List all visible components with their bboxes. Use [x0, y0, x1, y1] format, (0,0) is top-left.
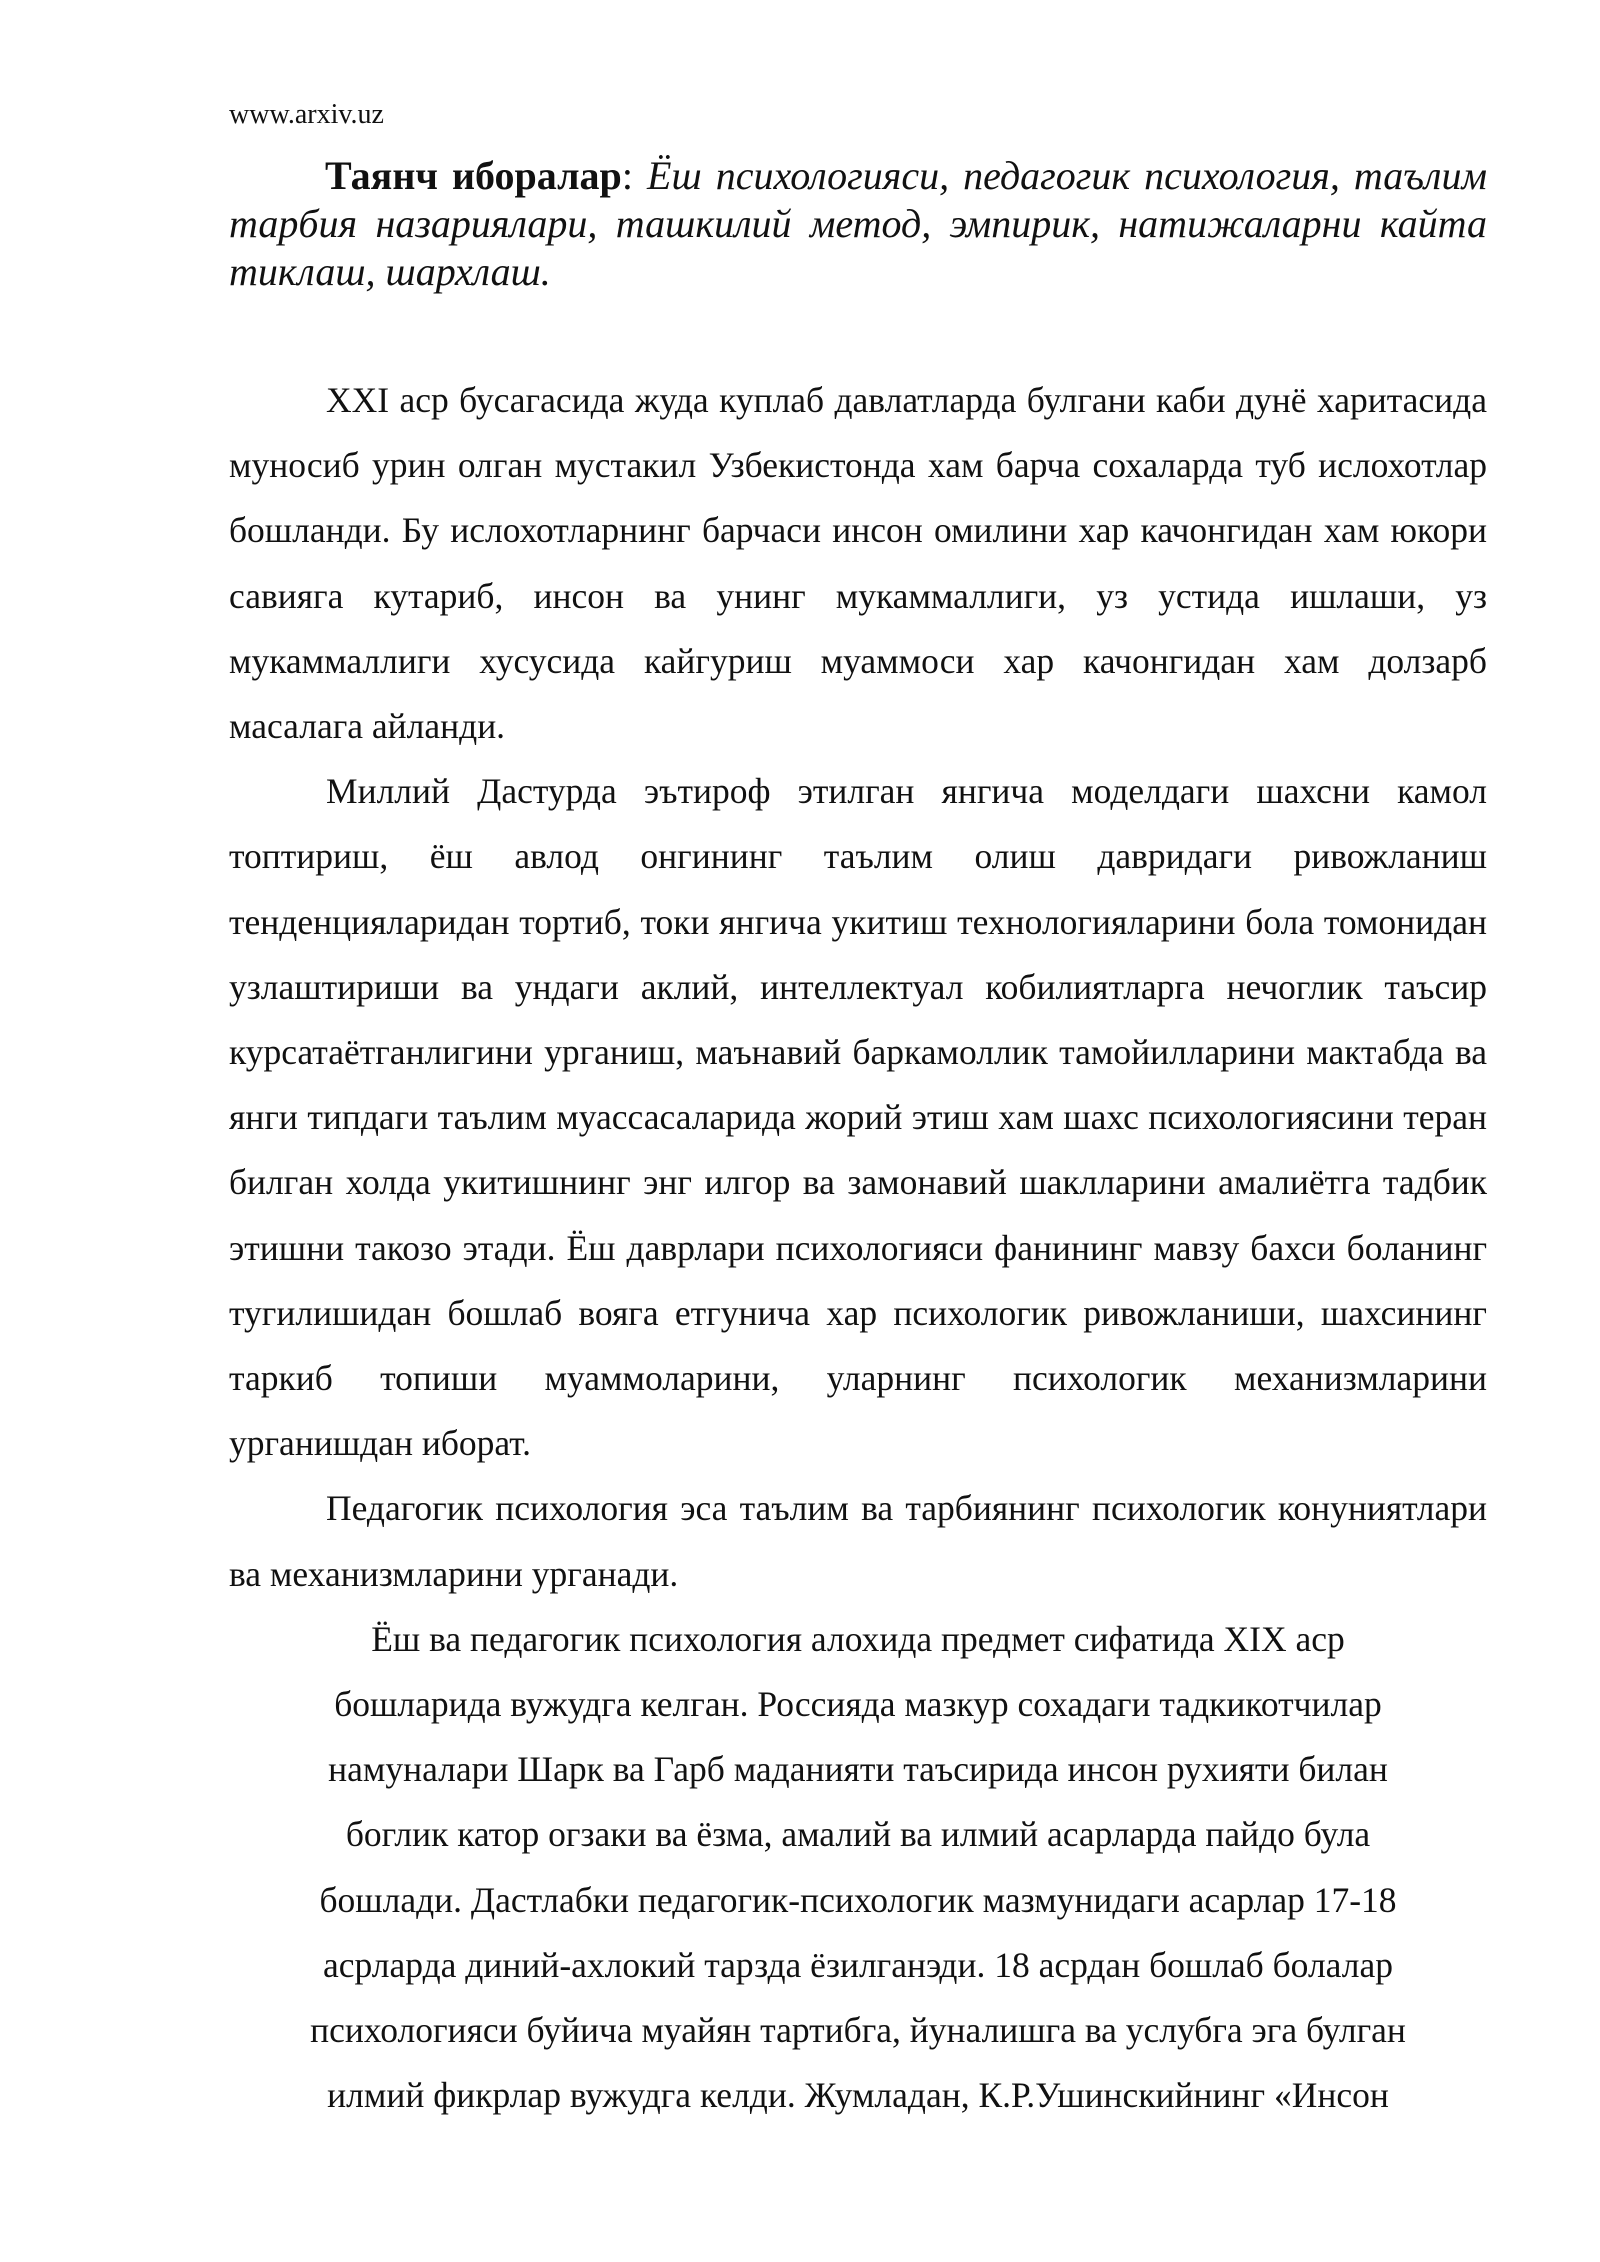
page-header-url: www.arxiv.uz — [229, 99, 384, 130]
centered-line: илмий фикрлар вужудга келди. Жумладан, К.Р.Ушинскийнинг «Инсон — [327, 2075, 1389, 2116]
centered-line: намуналари Шарк ва Гарб маданияти таъсирида инсон рухияти билан — [328, 1749, 1388, 1790]
centered-line: психологияси буйича муайян тартибга, йуналишга ва услубга эга булган — [310, 2010, 1406, 2051]
centered-line: асрларда диний-ахлокий тарзда ёзилганэди. 18 асрдан бошлаб болалар — [323, 1944, 1393, 1985]
centered-line: боглик катор огзаки ва ёзма, амалий ва илмий асарларда пайдо була — [345, 1814, 1371, 1855]
body-paragraph-2: Миллий Дастурда эътироф этилган янгича моделдаги шахсни камол топтириш, ёш авлод онгининг таълим олиш давридаги ривожланиш тенденцияларидан тортиб, токи янгича укитиш технологияларини бола томонидан узлаштириши ва ундаги аклий, интеллектуал кобилиятларга нечоглик таъсир курсатаётганлигини урганиш, маънавий баркамоллик тамойилларини мактабда ва янги типдаги таълим муассасаларида жорий этиш хам шахс психологиясини теран билган холда укитишнинг энг илгор ва замонавий шаклларини амалиётга тадбик этишни такозо этади. Ёш даврлари психологияси фанининг мавзу бахси боланинг тугилишидан бошлаб вояга етгунича хар психологик ривожланиши, шахсининг таркиб топиши муаммоларини, уларнинг психологик механизмларини урганишдан иборат. — [229, 771, 1487, 1464]
keywords-paragraph — [229, 152, 1487, 296]
document-body — [229, 368, 1487, 2128]
centered-paragraph — [229, 1607, 1487, 2129]
body-paragraph-1: XXI аср бусагасида жуда куплаб давлатларда булгани каби дунё харитасида муносиб урин олган мустакил Узбекистонда хам барча сохаларда туб ислохотлар бошланди. Бу ислохотларнинг барчаси инсон омилини хар качонгидан хам юкори савияга кутариб, инсон ва унинг мукаммаллиги, уз устида ишлаши, уз мукаммаллиги хусусида кайгуриш муаммоси хар качонгидан хам долзарб масалага айланди. — [229, 380, 1487, 747]
centered-line: Ёш ва педагогик психология алохида предмет сифатида XIX аср — [371, 1618, 1345, 1659]
keywords-terms: Ёш психологияси, педагогик психология, таълим тарбия назариялари, ташкилий метод, эмпирик, натижаларни кайта тиклаш, шархлаш. — [229, 153, 1487, 294]
keywords-colon: : — [621, 153, 633, 198]
body-paragraph-3: Педагогик психология эса таълим ва тарбиянинг психологик конуниятлари ва механизмларини урганади. — [229, 1488, 1487, 1594]
centered-line: бошларида вужудга келган. Россияда мазкур сохадаги тадкикотчилар — [334, 1684, 1382, 1725]
centered-line: бошлади. Дастлабки педагогик-психологик мазмунидаги асарлар 17-18 — [319, 1879, 1397, 1920]
keywords-label: Таянч иборалар — [325, 153, 622, 198]
